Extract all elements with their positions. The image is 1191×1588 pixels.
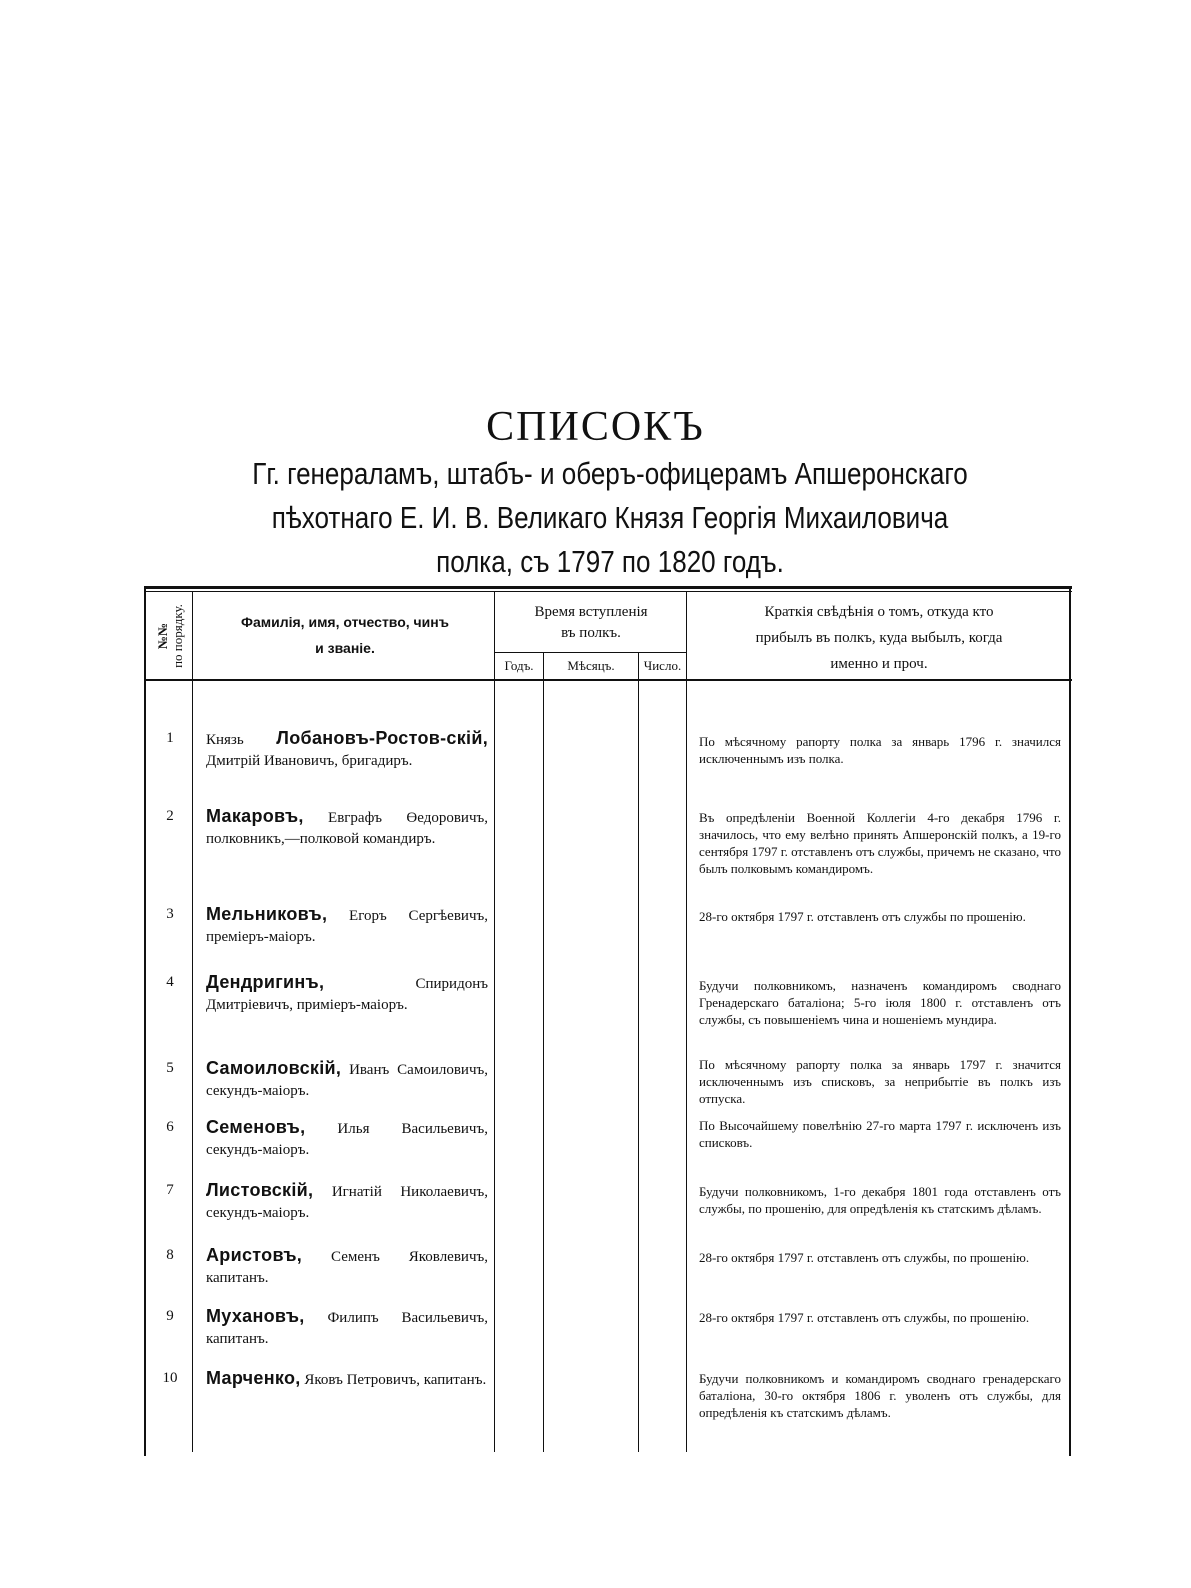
header-info-line: Краткія свѣдѣнія о томъ, откуда кто: [764, 604, 994, 620]
row-number: 3: [166, 906, 174, 922]
time-subheader-border: [494, 652, 686, 653]
row-surname: Листовскій,: [206, 1180, 314, 1200]
row-number: 9: [166, 1308, 174, 1324]
row-name-prefix: Князь: [206, 732, 244, 748]
row-number: 6: [166, 1119, 174, 1135]
col-divider-year: [543, 652, 544, 1452]
header-time: [496, 602, 686, 644]
row-name-rest: Спиридонъ Дмитріевичъ, приміеръ-маіоръ.: [206, 976, 488, 1013]
col-divider-month: [638, 652, 639, 1452]
header-year: Годъ.: [504, 658, 534, 673]
header-info-line: прибылъ въ полкъ, куда выбылъ, когда: [755, 630, 1003, 646]
row-name-rest: Филипъ Васильевичъ, капитанъ.: [206, 1310, 489, 1347]
row-name: [206, 728, 488, 772]
row-number: 4: [166, 974, 174, 990]
row-name-rest: Евграфъ Өедоровичъ, полковникъ,—полковой командиръ.: [206, 810, 488, 847]
row-info: Будучи полковникомъ и командиромъ своднаго гренадерскаго баталіона, 30-го октября 1806 г. уволенъ отъ службы, для опредѣленія къ статскимъ дѣламъ.: [699, 1371, 1061, 1420]
col-divider-name: [494, 592, 495, 1452]
row-surname: Мухановъ,: [206, 1306, 305, 1326]
row-surname: Лобановъ-Ростов-скій,: [276, 728, 488, 748]
row-info: По Высочайшему повелѣнію 27-го марта 1797 г. исключенъ изъ списковъ.: [699, 1118, 1061, 1150]
row-number: 2: [166, 808, 174, 824]
row-name-rest: Илья Васильевичъ, секундъ-маіоръ.: [206, 1121, 488, 1158]
row-name: [206, 1180, 488, 1224]
row-surname: Дендригинъ,: [206, 972, 325, 992]
page-subtitle: [240, 452, 979, 584]
row-name: [206, 1368, 488, 1391]
row-info: Будучи полковникомъ, назначенъ командиромъ своднаго Гренадерскаго баталіона; 5-го іюля 1800 г. отставленъ отъ службы, съ повышеніемъ чина и ношеніемъ мундира.: [699, 978, 1061, 1027]
row-name-rest: Семенъ Яковлевичъ, капитанъ.: [206, 1249, 488, 1286]
subtitle-line: пѣхотнаго Е. И. В. Великаго Князя Георгія Михаиловича: [271, 500, 949, 535]
row-info: По мѣсячному рапорту полка за январь 1797 г. значится исключеннымъ изъ списковъ, за неприбытіе въ полкъ изъ отпуска.: [699, 1057, 1061, 1106]
row-number: 5: [166, 1060, 174, 1076]
row-info: По мѣсячному рапорту полка за январь 1796 г. значился исключеннымъ изъ полка.: [699, 734, 1061, 766]
page-title: СПИСОКЪ: [486, 404, 705, 450]
row-name: [206, 1245, 488, 1289]
row-surname: Аристовъ,: [206, 1245, 303, 1265]
row-info: Будучи полковникомъ, 1-го декабря 1801 года отставленъ отъ службы, по прошенію, для опредѣленія къ статскимъ дѣламъ.: [699, 1184, 1061, 1216]
header-name: [200, 609, 490, 661]
row-info: 28-го октября 1797 г. отставленъ отъ службы, по прошенію.: [699, 1250, 1030, 1265]
table-left-border: [144, 586, 146, 1456]
header-month: Мѣсяцъ.: [567, 658, 615, 673]
row-name-rest: Дмитрій Ивановичъ, бригадиръ.: [206, 753, 413, 769]
row-number: 8: [166, 1247, 174, 1263]
subtitle-line: Гг. генераламъ, штабъ- и оберъ-офицерамъ Апшеронскаго: [252, 456, 968, 491]
header-number: [150, 596, 190, 676]
header-number-line: по порядку.: [170, 604, 185, 668]
header-day: Число.: [643, 658, 682, 673]
col-divider-info: [686, 592, 687, 1452]
row-surname: Макаровъ,: [206, 806, 304, 826]
row-name-rest: Яковъ Петровичъ, капитанъ.: [304, 1372, 487, 1388]
row-surname: Мельниковъ,: [206, 904, 328, 924]
row-name: [206, 1058, 488, 1102]
row-info: Въ опредѣленіи Военной Коллегіи 4-го декабря 1796 г. значилось, что ему велѣно принять Апшеронскій полкъ, а 19-го сентября 1797 г. отставленъ отъ службы, причемъ не сказано, что былъ полковымъ командиромъ.: [699, 810, 1062, 876]
row-info: 28-го октября 1797 г. отставленъ отъ службы по прошенію.: [699, 909, 1026, 924]
row-name: [206, 1117, 488, 1161]
subtitle-line: полка, съ 1797 по 1820 годъ.: [436, 544, 784, 579]
row-number: 7: [166, 1182, 174, 1198]
row-surname: Семеновъ,: [206, 1117, 306, 1137]
row-name: [206, 904, 488, 948]
header-time-line: въ полкъ.: [561, 625, 621, 641]
row-name-rest: Игнатій Николаевичъ, секундъ-маіоръ.: [206, 1184, 489, 1221]
header-number-line: №№: [155, 622, 170, 650]
header-name-line: Фамилія, имя, отчество, чинъ: [241, 614, 449, 630]
row-number: 1: [166, 730, 174, 746]
row-info: 28-го октября 1797 г. отставленъ отъ службы, по прошенію.: [699, 1310, 1030, 1325]
row-name-rest: Егоръ Сергѣевичъ, преміеръ-маіоръ.: [206, 908, 488, 945]
row-name: [206, 972, 488, 1016]
row-name-rest: Иванъ Самоиловичъ, секундъ-маіоръ.: [206, 1062, 488, 1099]
row-surname: Марченко,: [206, 1368, 301, 1388]
row-name: [206, 806, 488, 850]
table-top-border: [144, 586, 1072, 589]
header-info-line: именно и проч.: [830, 656, 928, 672]
row-number: 10: [162, 1370, 178, 1386]
table-right-border: [1069, 586, 1071, 1456]
table-top-border-thin: [144, 591, 1072, 592]
row-surname: Самоиловскій,: [206, 1058, 342, 1078]
header-name-line: и званіе.: [315, 640, 375, 656]
row-name: [206, 1306, 488, 1350]
col-divider-number: [192, 592, 193, 1452]
table-header-bottom-border: [144, 679, 1072, 681]
header-time-line: Время вступленія: [534, 604, 648, 620]
header-info: [690, 599, 1068, 677]
